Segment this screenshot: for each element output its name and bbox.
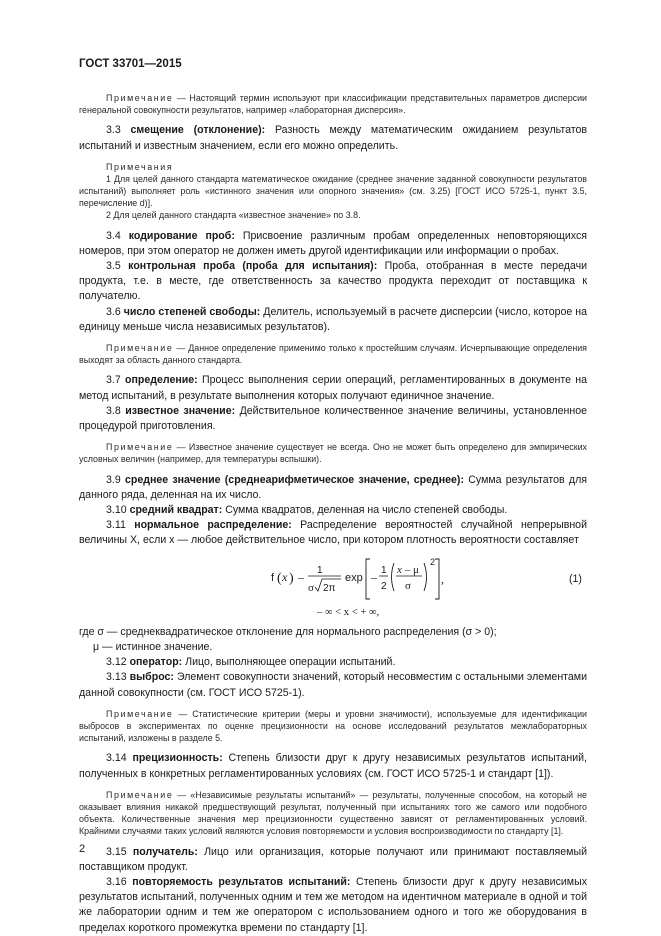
svg-text:μ: μ bbox=[413, 563, 419, 576]
note-3-13 bbox=[79, 708, 587, 745]
term-number: 3.7 bbox=[106, 374, 126, 387]
note-label: Примечание bbox=[106, 708, 174, 719]
term-definition: Действительное количественное значение величины, установленное процедурой приготовления. bbox=[79, 404, 588, 433]
term-3-5 bbox=[79, 259, 587, 305]
term-3-3 bbox=[79, 123, 587, 153]
term-definition: Лицо или организация, которые получают или принимают поставляемый поставщиком продукт. bbox=[79, 845, 587, 873]
term-3-8 bbox=[79, 404, 587, 434]
term-name: получатель: bbox=[132, 845, 198, 858]
term-3-4 bbox=[79, 229, 587, 259]
note-text: — «Независимые результаты испытаний» — результаты, полученные способом, на который не оказывает влияния никакой предшествующий результат, полученный при испытаниях того же самого или подобного объекта. Количественные значения мер прецизионности существенно зависят от регламентированных условий. Крайними случаями таких условий являются условия повторяемости и условия воспроизводимости по стандарту [1]. bbox=[79, 789, 587, 837]
term-name: повторяемость результатов испытаний: bbox=[132, 875, 351, 888]
term-name: нормальное распределение: bbox=[134, 519, 292, 532]
term-definition: Проба, отобранная в месте передачи продукта, т.е. в месте, где ответственность за качество продукта переходит от поставщика к получателю. bbox=[79, 260, 588, 303]
note-text: — Статистические критерии (меры и уровни значимости), используемые для идентификации выбросов в экспериментах по оценке прецизионности на основе исследований результатов межлабораторных испытаний, изложены в разделе 5. bbox=[79, 708, 587, 744]
term-name: известное значение: bbox=[125, 404, 236, 417]
term-3-14 bbox=[79, 751, 587, 781]
term-3-13 bbox=[79, 670, 587, 700]
note-label: Примечание bbox=[106, 343, 174, 354]
svg-text:1: 1 bbox=[317, 564, 323, 576]
svg-text:–: – bbox=[371, 569, 377, 584]
note-3-8 bbox=[79, 441, 587, 465]
note-label: Примечание bbox=[106, 93, 174, 103]
note-3-6 bbox=[79, 342, 587, 366]
note-text: — Данное определение применимо только к простейшим случаям. Исчерпывающие определения выходят за область данного стандарта. bbox=[79, 343, 587, 366]
page-number: 2 bbox=[79, 843, 86, 855]
term-name: кодирование проб: bbox=[128, 229, 235, 242]
term-3-15 bbox=[79, 845, 587, 875]
note-3-2 bbox=[79, 92, 587, 116]
term-definition: Лицо, выполняющее операции испытаний. bbox=[182, 656, 396, 669]
term-definition: Присвоение различным пробам определенных неповторяющихся номеров, при этом оператор не должен иметь другой идентификации или информации о пробах. bbox=[79, 229, 588, 257]
term-number: 3.14 bbox=[106, 752, 133, 765]
svg-text:σ: σ bbox=[308, 581, 314, 594]
term-number: 3.9 bbox=[106, 473, 125, 486]
note-label: Примечание bbox=[106, 442, 174, 453]
where-sigma: где σ — среднеквадратическое отклонение для нормального распределения (σ > 0); bbox=[79, 625, 497, 638]
term-name: число степеней свободы: bbox=[123, 305, 261, 318]
term-3-10 bbox=[79, 503, 587, 518]
svg-text:–: – bbox=[405, 563, 411, 576]
svg-text:1: 1 bbox=[381, 564, 387, 576]
svg-text:x: x bbox=[397, 563, 402, 576]
term-definition: Делитель, используемый в расчете дисперсии (число, которое на единицу меньше числа независимых результатов). bbox=[79, 305, 587, 333]
svg-text:2: 2 bbox=[381, 580, 387, 592]
note-3-14 bbox=[79, 789, 587, 838]
term-number: 3.13 bbox=[106, 671, 130, 684]
term-name: смещение (отклонение): bbox=[130, 124, 266, 137]
svg-text:f: f bbox=[271, 571, 275, 584]
svg-text:,: , bbox=[441, 571, 444, 586]
svg-text:(: ( bbox=[277, 570, 282, 586]
svg-text:2π: 2π bbox=[323, 582, 336, 594]
term-name: выброс: bbox=[129, 671, 174, 684]
document-code-header: ГОСТ 33701—2015 bbox=[79, 58, 182, 70]
formula-range: – ∞ < x < + ∞, bbox=[317, 606, 380, 618]
term-name: средний квадрат: bbox=[129, 504, 223, 517]
svg-text:): ) bbox=[289, 570, 294, 586]
term-definition: Степень близости друг к другу независимых результатов испытаний, полученных одним и тем же методом на идентичном материале в одной и той же лаборатории одним и тем же оператором с использованием одного и того же оборудования в пределах короткого промежутка времени по стандарту [1]. bbox=[79, 875, 587, 934]
term-number: 3.6 bbox=[106, 305, 124, 318]
term-3-16 bbox=[79, 875, 587, 936]
term-definition: Распределение вероятностей случайной непрерывной величины X, если x — любое действительное число, при котором плотность вероятности составляет bbox=[79, 519, 587, 547]
term-number: 3.5 bbox=[106, 260, 129, 273]
formula-number: (1) bbox=[569, 572, 582, 585]
term-name: контрольная проба (проба для испытания): bbox=[128, 260, 378, 273]
svg-text:–: – bbox=[298, 569, 304, 584]
note-text: — Известное значение существует не всегда. Оно не может быть определено для эмпирических условных величин (например, для температуры вспышки). bbox=[79, 442, 587, 465]
term-definition: Разность между математическим ожиданием результатов испытаний и известным значением, если его можно определить. bbox=[79, 124, 588, 152]
note-3-3-item-1: 1 Для целей данного стандарта математическое ожидание (среднее значение заданной совокупности результатов испытаний) выполняет роль «истинного значения или опорного значения» (см. 3.25) [ГОСТ ИСО 5725-1, пункт 3.5, перечисление d)]. bbox=[79, 173, 587, 209]
note-3-3-item-2: 2 Для целей данного стандарта «известное значение» по 3.8. bbox=[106, 210, 361, 221]
term-number: 3.16 bbox=[106, 875, 133, 888]
term-name: среднее значение (среднеарифметическое значение, среднее): bbox=[124, 473, 464, 486]
term-definition: Элемент совокупности значений, который несовместим с остальными элементами данной совокупности (см. ГОСТ ИСО 5725-1). bbox=[79, 671, 587, 699]
term-number: 3.12 bbox=[106, 656, 130, 669]
term-definition: Процесс выполнения серии операций, регламентированных в документе на метод испытаний, в результате выполнения которых получают единичное значение. bbox=[79, 374, 587, 402]
term-number: 3.3 bbox=[106, 124, 131, 137]
notes-heading: Примечания bbox=[106, 161, 174, 172]
term-3-12 bbox=[79, 655, 587, 670]
note-text: — Настоящий термин используют при классификации представительных параметров дисперсии генеральной совокупности результатов, например «лабораторная дисперсия». bbox=[79, 93, 587, 116]
term-number: 3.4 bbox=[106, 229, 129, 242]
term-number: 3.10 bbox=[106, 504, 130, 517]
where-mu: μ — истинное значение. bbox=[93, 640, 213, 653]
svg-text:x: x bbox=[282, 569, 288, 584]
normal-density-formula bbox=[79, 549, 587, 625]
term-definition: Сумма результатов для данного ряда, деленная на их число. bbox=[79, 473, 588, 501]
document-body bbox=[79, 92, 587, 936]
note-label: Примечание bbox=[106, 789, 174, 800]
svg-text:exp: exp bbox=[345, 571, 363, 584]
term-3-7 bbox=[79, 373, 587, 403]
term-name: прецизионность: bbox=[132, 752, 223, 765]
term-number: 3.11 bbox=[106, 519, 135, 532]
term-3-11 bbox=[79, 518, 587, 548]
term-name: определение: bbox=[125, 374, 198, 387]
term-definition: Степень близости друг к другу независимых результатов испытаний, полученных в конкретных регламентированных условиях (см. ГОСТ ИСО 5725-1 и стандарт [1]). bbox=[79, 752, 587, 780]
term-3-9 bbox=[79, 473, 587, 503]
svg-text:2: 2 bbox=[430, 556, 436, 567]
term-definition: Сумма квадратов, деленная на число степеней свободы. bbox=[222, 504, 508, 517]
term-3-6 bbox=[79, 305, 587, 335]
term-number: 3.8 bbox=[106, 404, 126, 417]
term-number: 3.15 bbox=[106, 845, 133, 858]
svg-text:σ: σ bbox=[405, 579, 411, 592]
term-name: оператор: bbox=[129, 656, 183, 669]
